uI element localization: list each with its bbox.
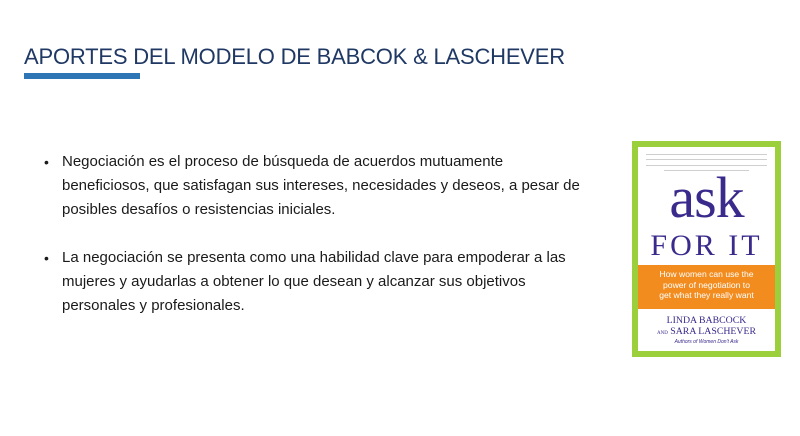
book-title-ask: ask — [669, 165, 744, 230]
bullet-line: beneficiosos, que satisfagan sus intereses, necesidades y deseos, a pesar de — [62, 177, 580, 194]
book-cover-inner — [638, 147, 775, 351]
book-subtitle-line: get what they really want — [659, 290, 754, 301]
book-other-work: Authors of Women Don't Ask — [674, 339, 739, 345]
bullet-item — [40, 246, 600, 318]
book-author-1: LINDA BABCOCK — [666, 315, 747, 326]
slide-title: APORTES DEL MODELO DE BABCOK & LASCHEVER — [24, 44, 565, 69]
bullet-item — [40, 150, 600, 222]
book-authors — [638, 315, 775, 339]
bullet-line: mujeres y ayudarlas a obtener lo que desean y alcanzar sus objetivos — [62, 273, 526, 290]
book-author-and: AND — [656, 331, 668, 336]
bullet-list — [40, 150, 600, 318]
bullet-line: posibles desafíos o resistencias iniciales. — [62, 201, 336, 218]
book-subtitle-line: power of negotiation to — [663, 279, 750, 290]
bullet-line: Negociación es el proceso de búsqueda de acuerdos mutuamente — [62, 153, 504, 170]
book-subtitle-line: How women can use the — [659, 269, 754, 279]
bullet-line: La negociación se presenta como una habilidad clave para empoderar a las — [62, 249, 566, 266]
book-cover-image — [632, 141, 781, 357]
bullet-marker: • — [44, 154, 49, 170]
bullet-line: personales y profesionales. — [62, 297, 245, 314]
title-underline-bar — [24, 73, 140, 79]
book-subtitle-band — [638, 265, 775, 309]
book-title-for-it: FOR IT — [650, 229, 763, 262]
bullet-marker: • — [44, 250, 49, 266]
book-author-2: SARA LASCHEVER — [670, 326, 757, 337]
